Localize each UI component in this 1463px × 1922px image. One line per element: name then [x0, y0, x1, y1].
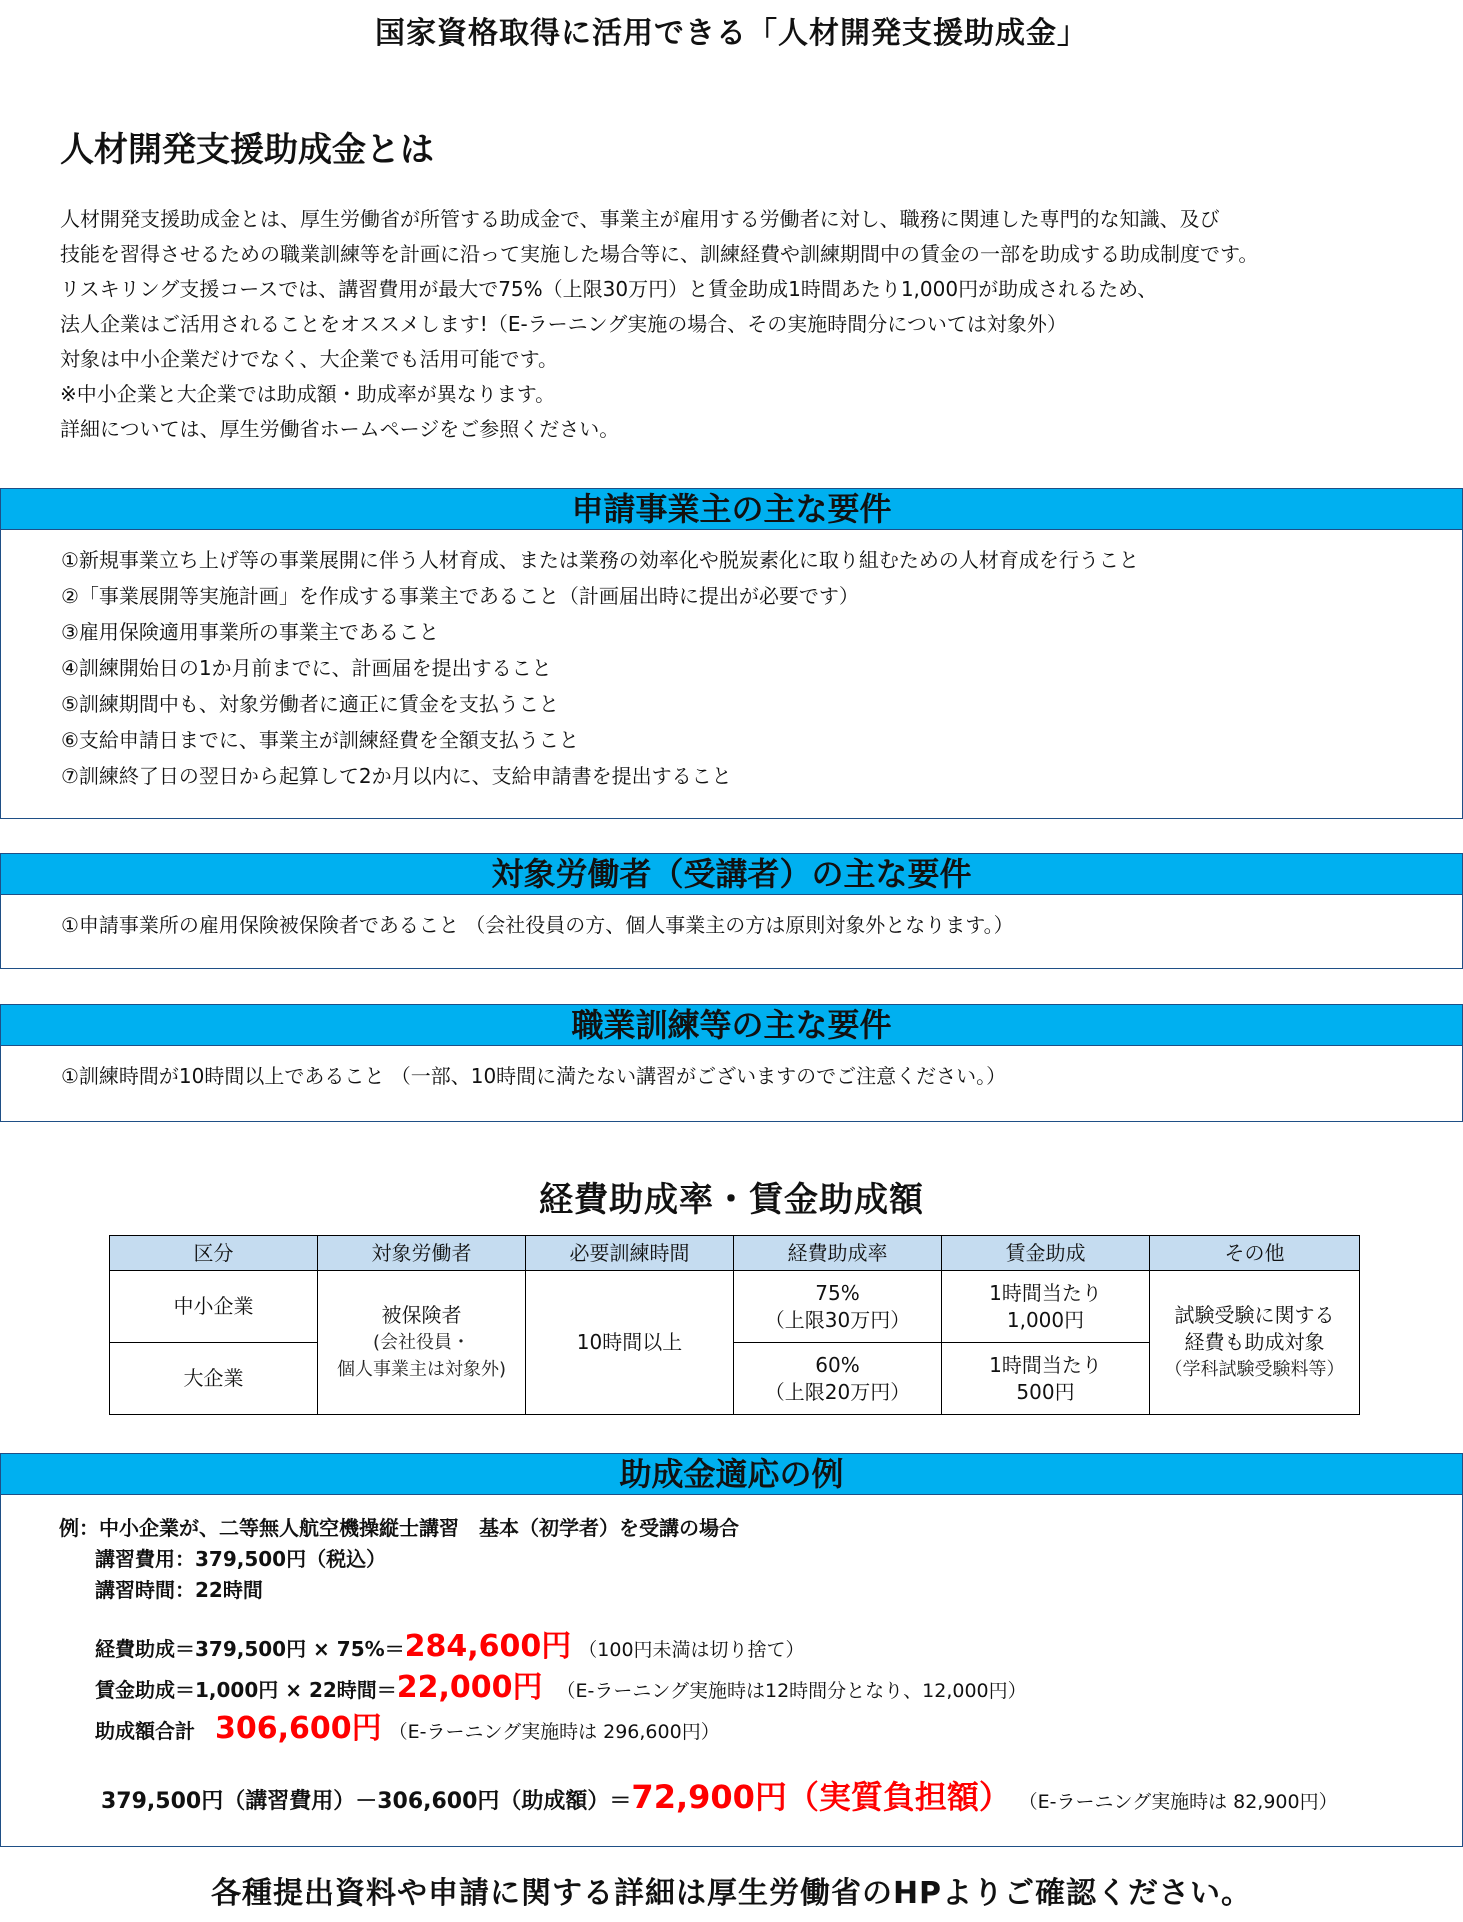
- calc-result: 22,000円: [396, 1670, 543, 1705]
- wage-unit: 1時間当たり: [989, 1280, 1102, 1305]
- employer-requirements-box: [0, 488, 1463, 819]
- column-header: 必要訓練時間: [526, 1236, 734, 1271]
- column-header: 区分: [110, 1236, 318, 1271]
- training-requirements-box: [0, 1004, 1463, 1122]
- intro-heading: 人材開発支援助成金とは: [60, 130, 434, 170]
- rate-value: 75%: [815, 1280, 860, 1305]
- example-box: [0, 1453, 1463, 1847]
- rates-table-title: 経費助成率・賃金助成額: [539, 1180, 924, 1220]
- wage-calc: [59, 1669, 1462, 1710]
- requirement-item: ⑦訓練終了日の翌日から起算して2か月以内に、支給申請書を提出すること: [61, 764, 732, 788]
- example-heading: 助成金適応の例: [1, 1454, 1462, 1495]
- requirement-item: ③雇用保険適用事業所の事業主であること: [61, 620, 439, 644]
- large-expense-rate: [734, 1343, 942, 1415]
- calc-result: 284,600円: [404, 1629, 572, 1664]
- target-worker-cell: [318, 1271, 526, 1415]
- calc-note: （E-ラーニング実施時は12時間分となり、12,000円）: [556, 1680, 1027, 1702]
- intro-line: リスキリング支援コースでは、講習費用が最大で75%（上限30万円）と賃金助成1時間あたり1,000円が助成されるため、: [60, 277, 1158, 301]
- table-row: [110, 1271, 1360, 1343]
- column-header: 対象労働者: [318, 1236, 526, 1271]
- worker-note: 個人事業主は対象外): [336, 1359, 507, 1380]
- rate-value: 60%: [815, 1352, 860, 1377]
- total-calc: [59, 1710, 1462, 1751]
- table-header-row: [110, 1236, 1360, 1271]
- category-large: 大企業: [110, 1343, 318, 1415]
- wage-value: 500円: [1016, 1379, 1075, 1404]
- calc-formula: 379,500円（講習費用）－306,600円（助成額）＝: [101, 1789, 632, 1814]
- rate-cap: （上限20万円）: [764, 1379, 911, 1404]
- wage-value: 1,000円: [1006, 1307, 1085, 1332]
- calc-formula: 助成額合計: [95, 1719, 215, 1743]
- calc-note: （100円未満は切り捨て）: [578, 1639, 805, 1661]
- calc-result: 72,900円（実質負担額）: [631, 1778, 1011, 1816]
- worker-requirements-box: [0, 853, 1463, 969]
- column-header: その他: [1150, 1236, 1360, 1271]
- other-text: 経費も助成対象: [1184, 1330, 1325, 1354]
- other-note: （学科試験受験料等）: [1164, 1359, 1345, 1380]
- worker-requirements-heading: 対象労働者（受講者）の主な要件: [1, 854, 1462, 895]
- example-fee: 講習費用：379,500円（税込）: [95, 1547, 387, 1571]
- intro-line: 人材開発支援助成金とは、厚生労働省が所管する助成金で、事業主が雇用する労働者に対し、職務に関連した専門的な知識、及び: [60, 207, 1220, 231]
- column-header: 賃金助成: [942, 1236, 1150, 1271]
- sme-expense-rate: [734, 1271, 942, 1343]
- page-title: 国家資格取得に活用できる「人材開発支援助成金」: [375, 16, 1088, 51]
- training-hours-cell: 10時間以上: [526, 1271, 734, 1415]
- large-wage-subsidy: [942, 1343, 1150, 1415]
- sme-wage-subsidy: [942, 1271, 1150, 1343]
- rate-cap: （上限30万円）: [764, 1307, 911, 1332]
- category-sme: 中小企業: [110, 1271, 318, 1343]
- calc-formula: 賃金助成＝1,000円 × 22時間＝: [95, 1678, 397, 1702]
- requirement-item: ①新規事業立ち上げ等の事業展開に伴う人材育成、または業務の効率化や脱炭素化に取り組むための人材育成を行うこと: [61, 548, 1139, 572]
- employer-requirements-heading: 申請事業主の主な要件: [1, 489, 1462, 530]
- final-calc: [59, 1777, 1462, 1822]
- intro-line: 法人企業はご活用されることをオススメします!（E-ラーニング実施の場合、その実施時間分については対象外）: [60, 312, 1067, 336]
- rates-table: [109, 1235, 1360, 1415]
- example-hours: 講習時間：22時間: [95, 1578, 263, 1602]
- requirement-item: ②「事業展開等実施計画」を作成する事業主であること（計画届出時に提出が必要です）: [61, 584, 859, 608]
- intro-line: 技能を習得させるための職業訓練等を計画に沿って実施した場合等に、訓練経費や訓練期間中の賃金の一部を助成する助成制度です。: [60, 242, 1259, 266]
- worker-main: 被保険者: [381, 1303, 462, 1327]
- requirement-item: ④訓練開始日の1か月前までに、計画届を提出すること: [61, 656, 552, 680]
- example-case: 例：中小企業が、二等無人航空機操縦士講習 基本（初学者）を受講の場合: [59, 1516, 739, 1540]
- requirement-item: ①申請事業所の雇用保険被保険者であること （会社役員の方、個人事業主の方は原則対象外となります。）: [61, 913, 1014, 937]
- training-requirements-heading: 職業訓練等の主な要件: [1, 1005, 1462, 1046]
- calc-formula: 経費助成＝379,500円 × 75%＝: [95, 1637, 405, 1661]
- calc-result: 306,600円: [215, 1711, 382, 1746]
- requirement-item: ①訓練時間が10時間以上であること （一部、10時間に満たない講習がございますのでご注意ください。）: [61, 1064, 1007, 1088]
- intro-line: 詳細については、厚生労働省ホームページをご参照ください。: [60, 417, 620, 441]
- wage-unit: 1時間当たり: [989, 1352, 1102, 1377]
- calc-note: （E-ラーニング実施時は 296,600円）: [388, 1721, 720, 1743]
- calc-note: （E-ラーニング実施時は 82,900円）: [1018, 1791, 1338, 1813]
- column-header: 経費助成率: [734, 1236, 942, 1271]
- intro-line: 対象は中小企業だけでなく、大企業でも活用可能です。: [60, 347, 558, 371]
- other-cell: [1150, 1271, 1360, 1415]
- other-text: 試験受験に関する: [1174, 1303, 1335, 1327]
- requirement-item: ⑥支給申請日までに、事業主が訓練経費を全額支払うこと: [61, 728, 579, 752]
- expense-calc: [59, 1628, 1462, 1669]
- requirement-item: ⑤訓練期間中も、対象労働者に適正に賃金を支払うこと: [61, 692, 559, 716]
- footer-note: 各種提出資料や申請に関する詳細は厚生労働省のHPよりご確認ください。: [210, 1876, 1253, 1911]
- worker-note: (会社役員・: [372, 1332, 471, 1353]
- intro-line: ※中小企業と大企業では助成額・助成率が異なります。: [60, 382, 556, 406]
- intro-text: [60, 202, 1450, 447]
